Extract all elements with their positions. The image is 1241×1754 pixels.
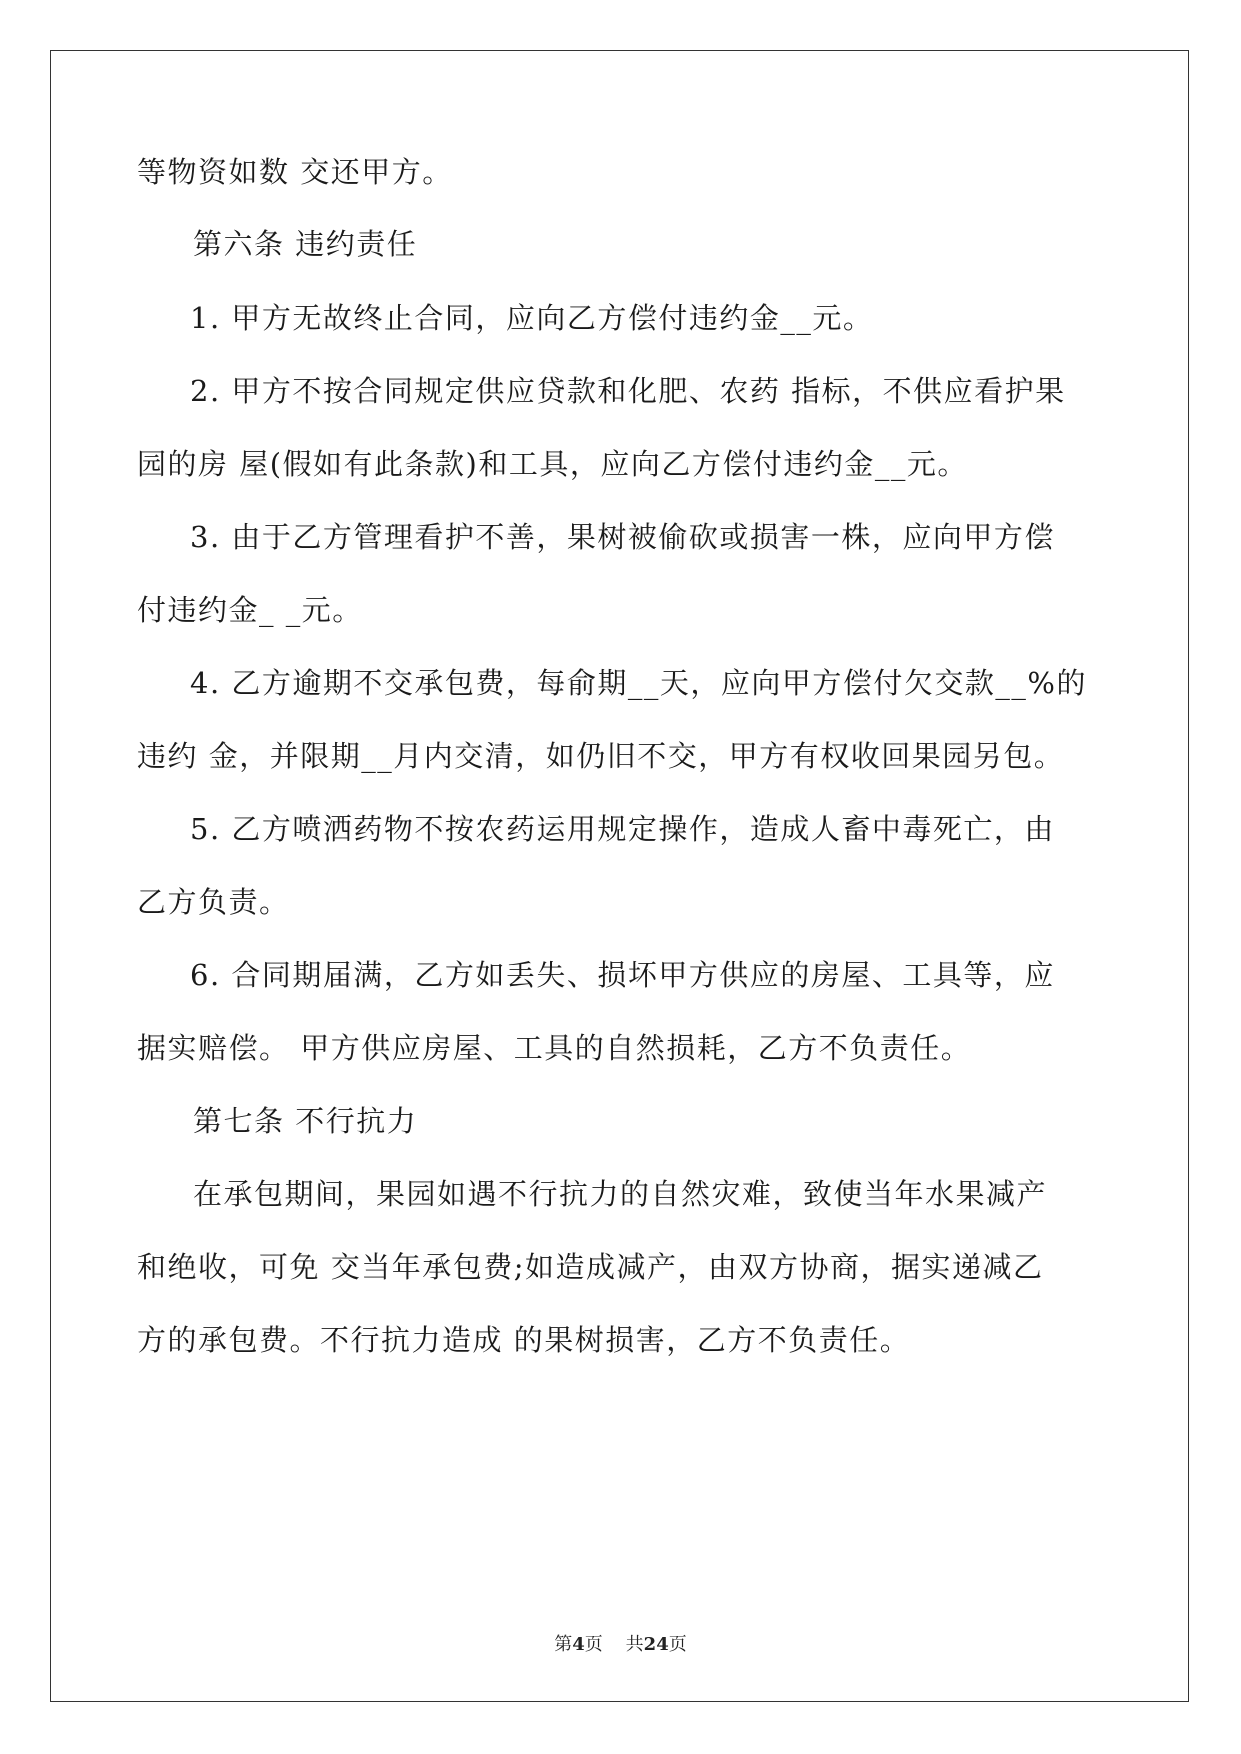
text-line: 违约 金，并限期__月内交清，如仍旧不交，甲方有权收回果园另包。 — [137, 739, 1065, 773]
footer-total-prefix: 共 — [625, 1634, 644, 1655]
text-line: 等物资如数 交还甲方。 — [137, 155, 453, 189]
text-line: 4. 乙方逾期不交承包费，每俞期__天，应向甲方偿付欠交款__%的 — [190, 666, 1087, 700]
text-line: 在承包期间，果园如遇不行抗力的自然灾难，致使当年水果减产 — [193, 1177, 1048, 1211]
page-footer — [0, 1633, 1241, 1657]
text-line: 和绝收，可免 交当年承包费;如造成减产，由双方协商，据实递减乙 — [137, 1250, 1044, 1284]
total-page-count: 24 — [643, 1634, 669, 1655]
text-line: 乙方负责。 — [137, 885, 290, 919]
text-line: 园的房 屋(假如有此条款)和工具，应向乙方偿付违约金__元。 — [137, 447, 968, 481]
text-line: 6. 合同期届满，乙方如丢失、损坏甲方供应的房屋、工具等，应 — [190, 958, 1055, 992]
footer-total-suffix: 页 — [668, 1634, 687, 1655]
text-line: 3. 由于乙方管理看护不善，果树被偷砍或损害一株，应向甲方偿 — [190, 520, 1055, 554]
footer-page-word: 页 — [584, 1634, 603, 1655]
section-heading: 第七条 不行抗力 — [193, 1104, 418, 1138]
current-page-number: 4 — [572, 1634, 585, 1655]
text-line: 1. 甲方无故终止合同，应向乙方偿付违约金__元。 — [190, 301, 874, 335]
footer-prefix: 第 — [554, 1634, 573, 1655]
text-line: 据实赔偿。 甲方供应房屋、工具的自然损耗，乙方不负责任。 — [137, 1031, 972, 1065]
text-line: 5. 乙方喷洒药物不按农药运用规定操作，造成人畜中毒死亡，由 — [190, 812, 1055, 846]
text-line: 方的承包费。不行抗力造成 的果树损害，乙方不负责任。 — [137, 1323, 911, 1357]
text-line: 2. 甲方不按合同规定供应贷款和化肥、农药 指标，不供应看护果 — [190, 374, 1066, 408]
text-line: 付违约金_ _元。 — [137, 593, 363, 627]
section-heading: 第六条 违约责任 — [193, 227, 418, 261]
